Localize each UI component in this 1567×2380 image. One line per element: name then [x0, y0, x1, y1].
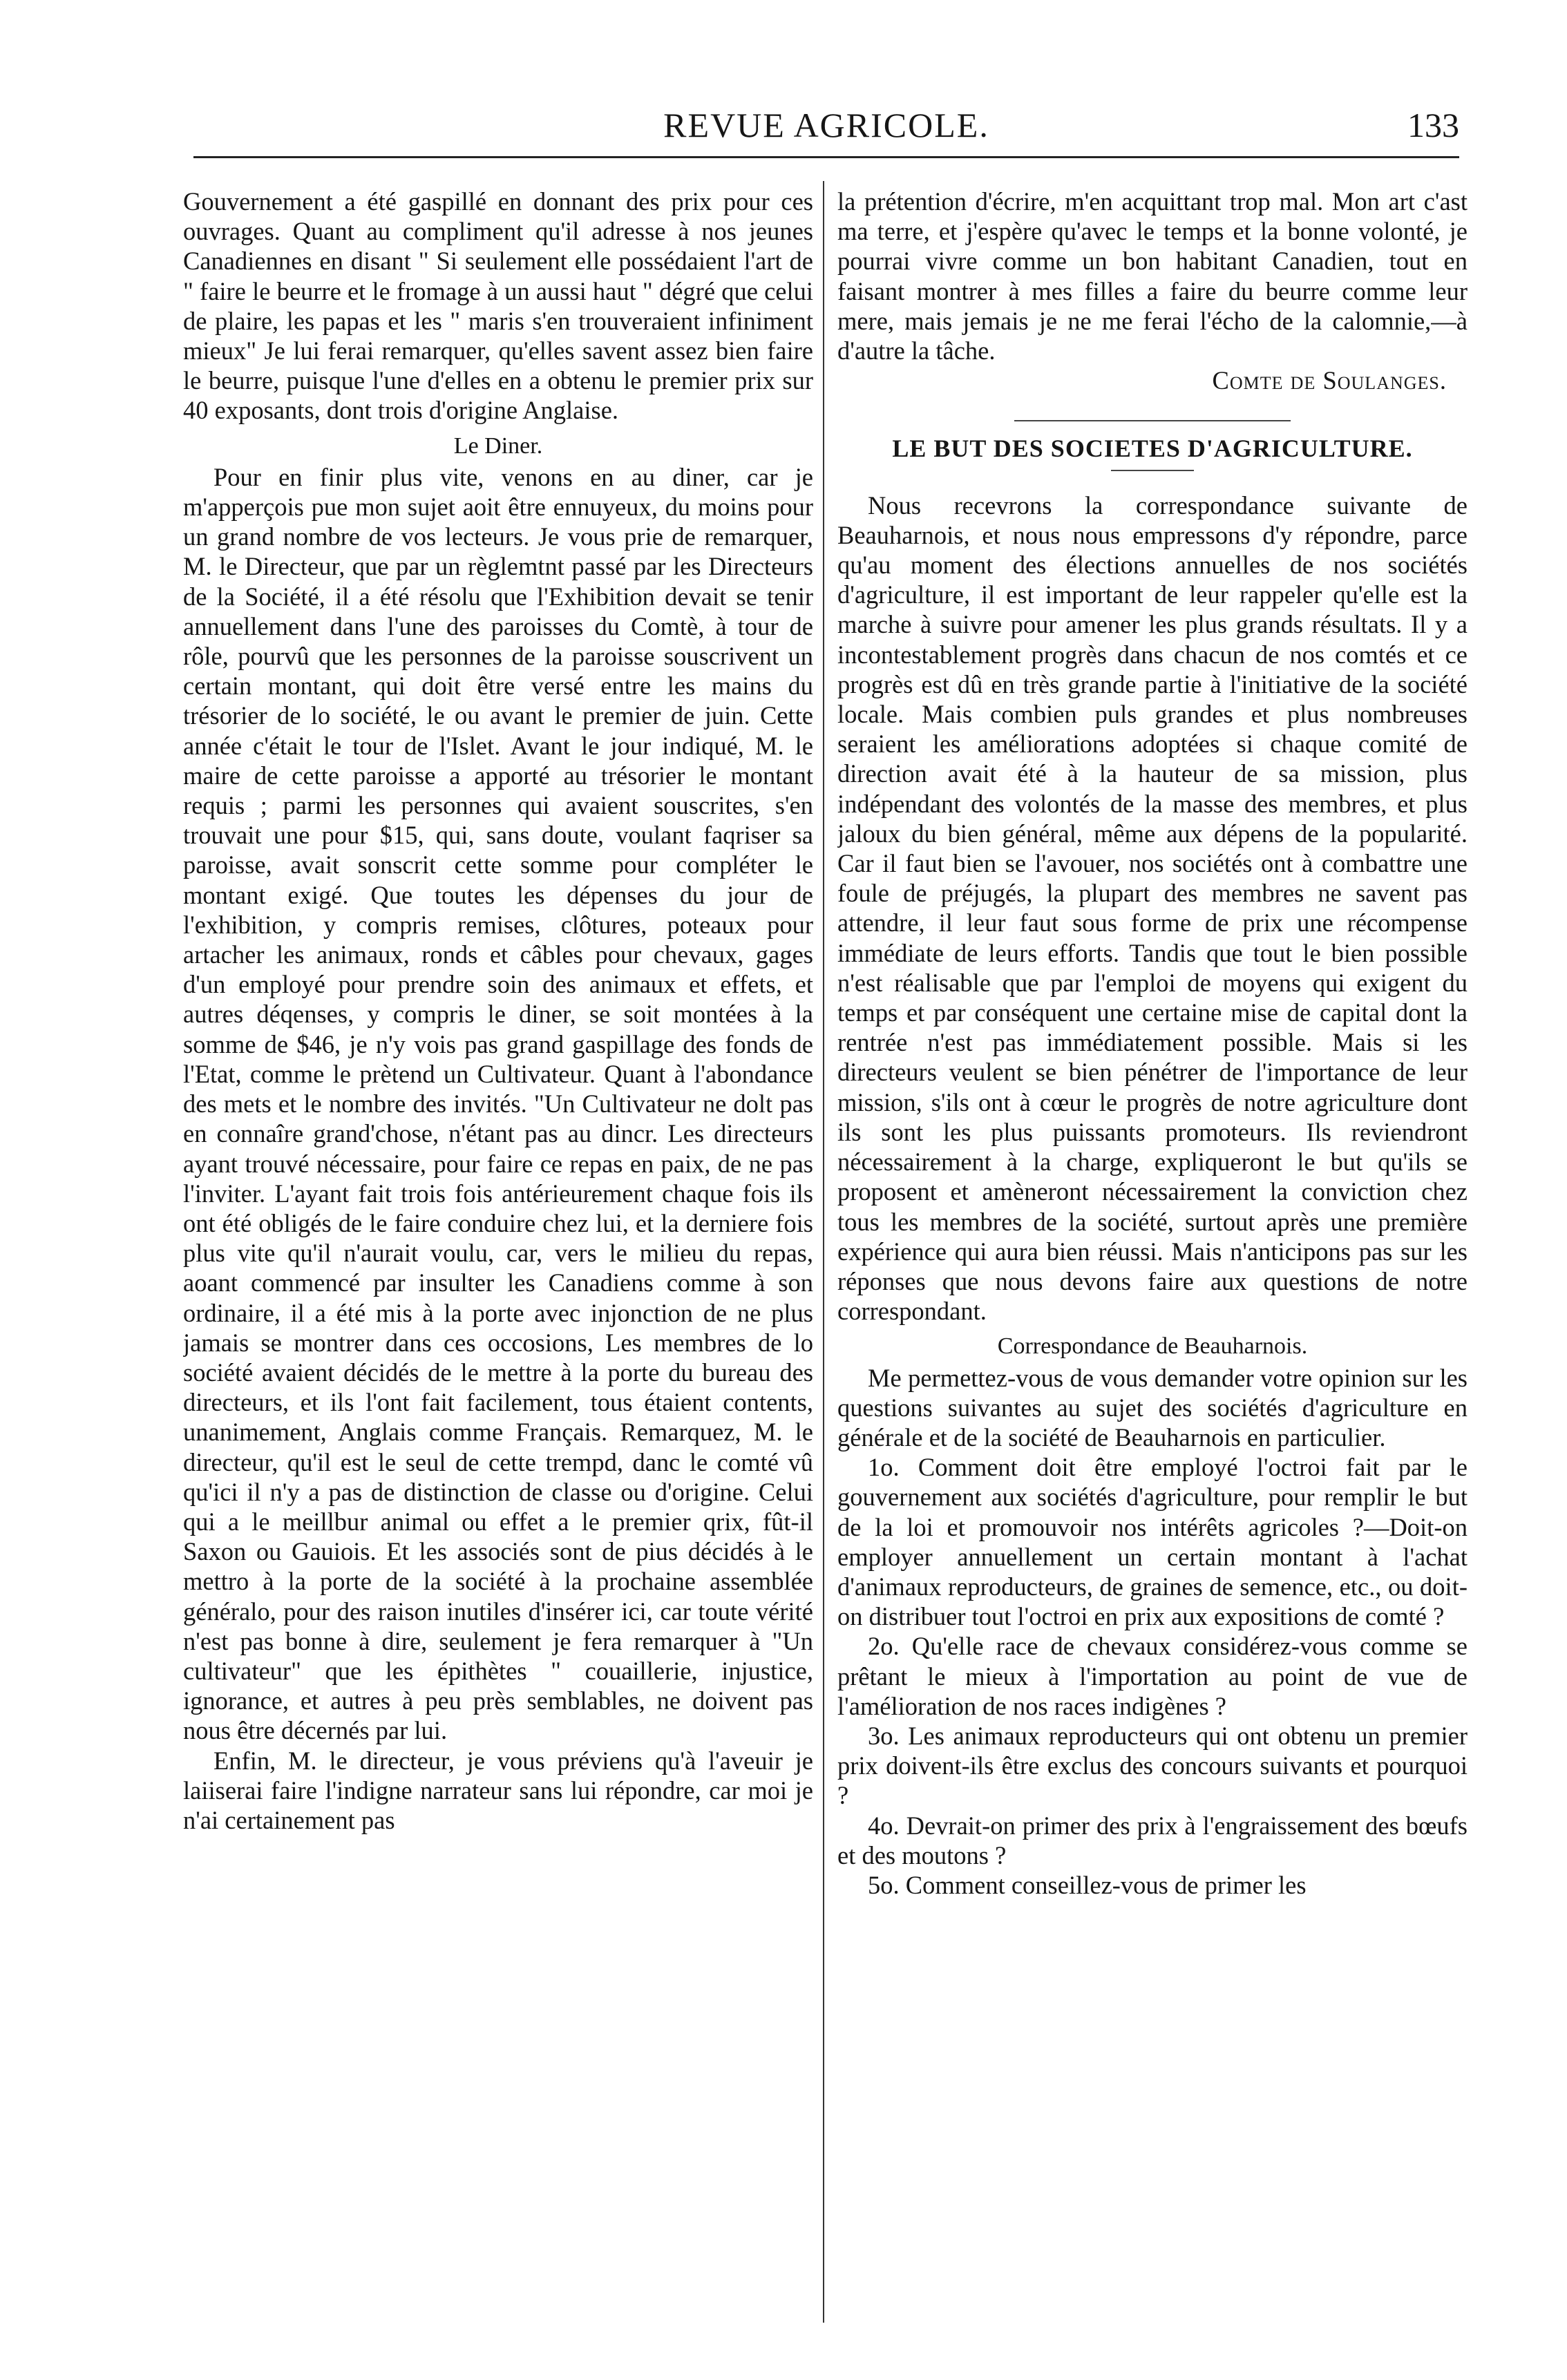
article-title: LE BUT DES SOCIETES D'AGRICULTURE.: [892, 435, 1413, 463]
question-1: 1o. Comment doit être employé l'octroi fait par le gouvernement aux sociétés d'agriculture, pour remplir le but de la loi et promouvoir nos intérêts agricoles ?—Doit-on employer annuellement un certain montant à l'achat d'animaux reproducteurs, de graines de semence, etc., ou doit-on distribuer tout l'octroi en prix aux expositions de comté ?: [837, 1453, 1468, 1631]
left-paragraph-1: Gouvernement a été gaspillé en donnant des prix pour ces ouvrages. Quant au compliment qu'il adresse à nos jeunes Canadiennes en disant " Si seulement elle possédaient l'art de " faire le beurre et le fromage à un aussi haut " dégré que celui de plaire, les papas et les " maris s'en trouveraient infiniment mieux" Je lui ferai remarquer, qu'elles savent assez bien faire le beurre, puisque l'une d'elles en a obtenu le premier prix sur 40 exposants, dont trois d'origine Anglaise.: [183, 187, 813, 425]
right-paragraph-3: Me permettez-vous de vous demander votre opinion sur les questions suivantes au sujet des sociétés d'agriculture en générale et de la société de Beauharnois en particulier.: [837, 1363, 1468, 1451]
column-divider: [823, 181, 824, 2323]
right-column: [837, 187, 1468, 2349]
right-paragraph-1: la prétention d'écrire, m'en acquittant trop mal. Mon art c'ast ma terre, et j'espère qu'avec le temps et la bonne volonté, je pourrai vivre comme un bon habitant Canadien, tout en faisant montrer à mes filles a faire du beurre comme leur mere, mais jemais je ne me ferai l'écho de la calomnie,—à d'autre la tâche.: [837, 187, 1468, 365]
author-signature: Comte de Soulanges.: [1212, 366, 1447, 395]
left-paragraph-2: Pour en finir plus vite, venons en au diner, car je m'apperçois pue mon sujet aoit être ennuyeux, du moins pour un grand nombre de vos lecteurs. Je vous prie de remarquer, M. le Directeur, que par un règlemtnt passé par les Directeurs de la Société, il a été résolu que l'Exhibition devait se tenir annuellement dans l'une des paroisses du Comtè, à tour de rôle, pourvû que les personnes de la paroisse souscrivent un certain montant, qui doit être versé entre les mains du trésorier de lo société, le ou avant le premier de juin. Cette année c'était le tour de l'Islet. Avant le jour indiqué, M. le maire de cette paroisse a apporté au trésorier le montant requis ; parmi les personnes qui avaient souscrites, s'en trouvait une pour $15, qui, sans doute, voulant faqriser sa paroisse, avait sonscrit cette somme pour compléter le montant exigé. Que toutes les dépenses du jour de l'exhibition, y compris remises, clôtures, poteaux pour artacher les animaux, ronds et câbles pour chevaux, gages d'un employé pour prendre soin des animaux et effets, et autres déqenses, y compris le diner, se soit montées à la somme de $46, je n'y vois pas grand gaspillage des fonds de l'Etat, comme le prètend un Cultivateur. Quant à l'abondance des mets et le nombre des invités. "Un Cultivateur ne dolt pas en connaîre grand'chose, n'étant pas au dincr. Les directeurs ayant trouvé nécessaire, pour faire ce repas en paix, de ne pas l'inviter. L'ayant fait trois fois antérieurement chaque fois ils ont été obligés de le faire conduire chez lui, et la derniere fois plus vite qu'il n'aurait voulu, car, vers le milieu du repas, aoant commencé par insulter les Canadiens comme à son ordinaire, il a été mis à la porte avec injonction de ne plus jamais se montrer dans ces occosions, Les membres de lo société avaient décidés de le mettre à la porte du bureau des directeurs, et ils l'ont fait facilement, tous étaient contents, unanimement, Anglais comme Français. Remarquez, M. le directeur, qu'il est le seul de cette trempd, danc le comté vû qu'ici il n'y a pas de distinction de classe ou d'origine. Celui qui a le meillbur animal ou effet a le premier qrix, fût-il Saxon ou Gauiois. Et les associés sont de pius décidés à le mettro à la porte de la société à la prochaine assemblée généralo, pour des raison inutiles d'insérer ici, car toute vérité n'est pas bonne à dire, seulement je fera remarquer à "Un cultivateur" que les épithètes " couaillerie, injustice, ignorance, et autres à peu près semblables, ne doivent pas nous être décernés par lui.: [183, 462, 813, 1745]
title-underline-rule: [1111, 470, 1194, 471]
left-paragraph-3: Enfin, M. le directeur, je vous préviens qu'à l'aveuir je laiiserai faire l'indigne narrateur sans lui répondre, car moi je n'ai certainement pas: [183, 1746, 813, 1834]
separator-rule: [1014, 420, 1291, 421]
question-3: 3o. Les animaux reproducteurs qui ont obtenu un premier prix doivent-ils être exclus des concours suivants et pourquoi ?: [837, 1721, 1468, 1810]
section-subhead-correspondance: Correspondance de Beauharnois.: [997, 1333, 1308, 1360]
running-title: REVUE AGRICOLE.: [663, 106, 989, 144]
section-subhead-diner: Le Diner.: [453, 432, 543, 459]
page-number: 133: [1407, 106, 1459, 144]
question-4: 4o. Devrait-on primer des prix à l'engraissement des bœufs et des moutons ?: [837, 1811, 1468, 1869]
left-column: [183, 187, 813, 2349]
page-header: [193, 104, 1459, 158]
question-2: 2o. Qu'elle race de chevaux considérez-vous comme se prêtant le mieux à l'importation au point de vue de l'amélioration de nos races indigènes ?: [837, 1632, 1468, 1720]
question-5: 5o. Comment conseillez-vous de primer les: [868, 1870, 1307, 1899]
right-paragraph-2: Nous recevrons la correspondance suivante de Beauharnois, et nous nous empressons d'y répondre, parce qu'au moment des élections annuelles de nos sociétés d'agriculture, il est important de leur rappeler qu'elle est la marche à suivre pour amener les plus grands résultats. Il y a incontestablement progrès dans chacun de nos comtés et ce progrès est dû en très grande partie à l'initiative de la société locale. Mais combien puls grandes et plus nombreuses seraient les améliorations adoptées si chaque comité de direction avait été à la hauteur de sa mission, plus indépendant des volontés de la masse des membres, et plus jaloux du bien général, même aux dépens de la popularité. Car il faut bien se l'avouer, nos sociétés ont à combattre une foule de préjugés, la plupart des membres ne savent pas attendre, il leur faut sous forme de prix une récompense immédiate de leurs efforts. Tandis que tout le bien possible n'est réalisable que par l'emploi de moyens qui exigent du temps et par conséquent une certaine mise de capital dont la rentrée n'est pas immédiatement possible. Mais si les directeurs veulent se bien pénétrer de l'importance de leur mission, s'ils ont à cœur le progrès de notre agriculture dont ils sont les plus puissants promoteurs. Ils reviendront nécessairement à la charge, expliqueront le but qu'ils se proposent et amèneront nécessairement la conviction chez tous les membres de la société, surtout après une première expérience qui aura bien réussi. Mais n'anticipons pas sur les réponses que nous devons faire aux questions de notre correspondant.: [837, 491, 1468, 1326]
